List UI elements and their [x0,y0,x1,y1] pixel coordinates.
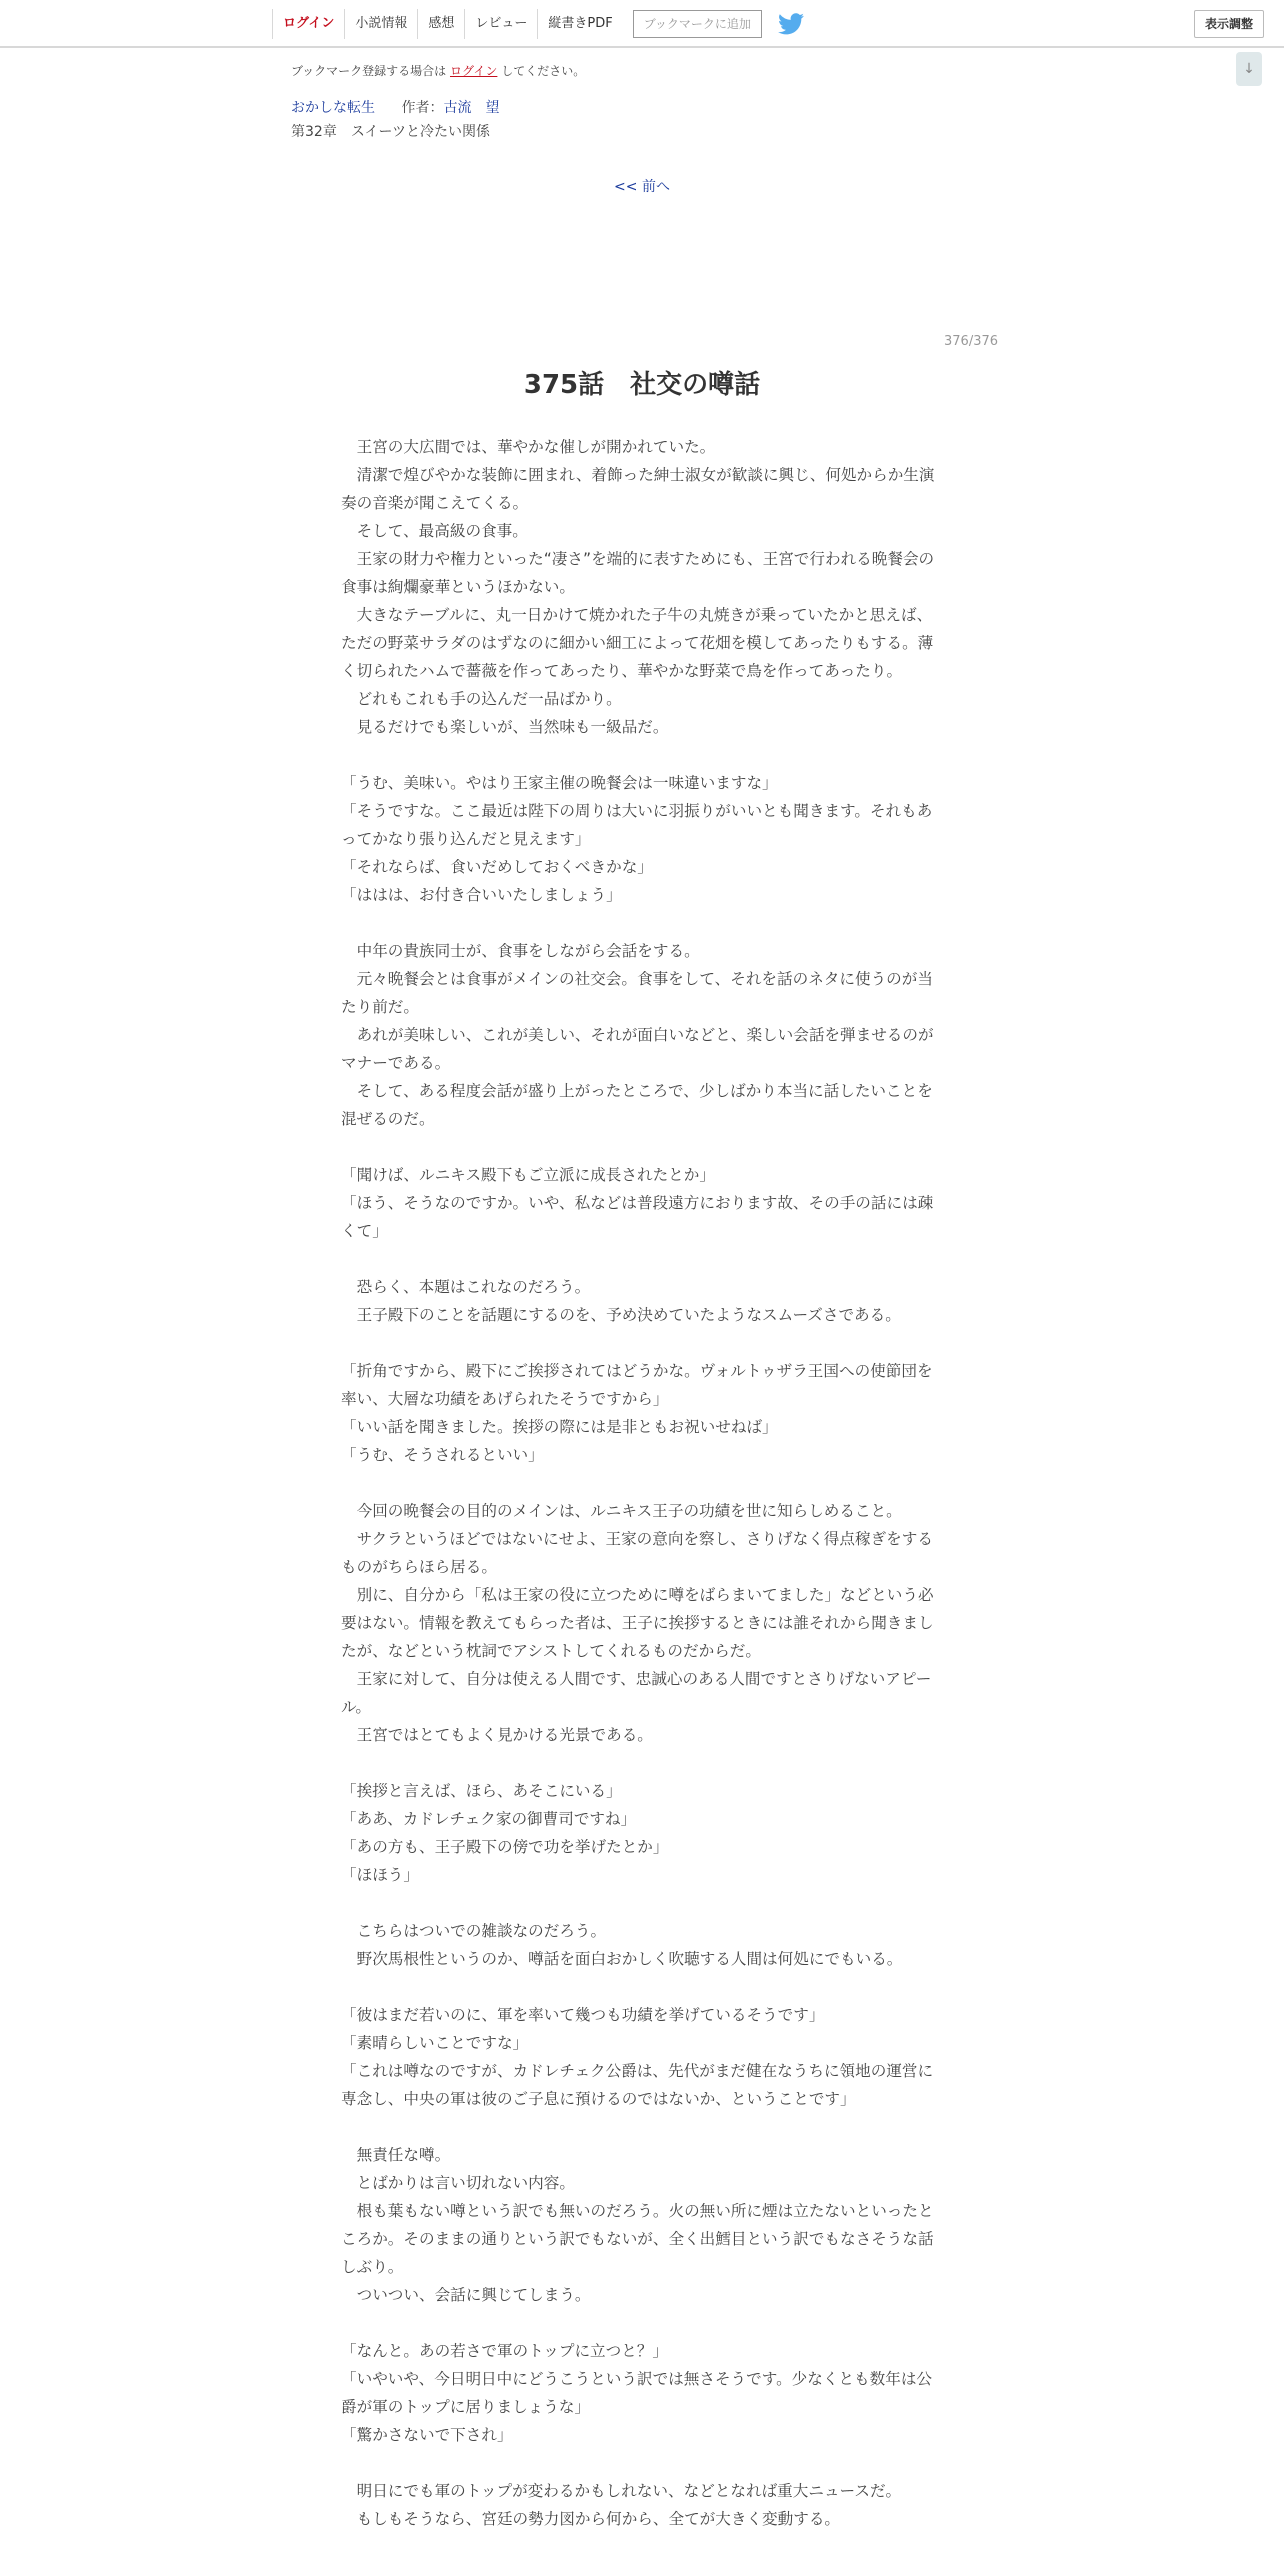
blank-line [341,2113,936,2141]
body-paragraph: 「ほほう」 [341,1866,419,1884]
body-paragraph: 「それならば、食いだめしておくべきかな」 [341,858,653,876]
notice-login-link[interactable]: ログイン [449,64,498,78]
bookmark-notice [291,62,585,79]
blank-line [341,909,936,937]
blank-line [341,1329,936,1357]
body-paragraph: 「そうですな。ここ最近は陛下の周りは大いに羽振りがいいとも聞きます。それもあってかなり張り込んだと見えます」 [341,802,933,848]
add-bookmark-button[interactable]: ブックマークに追加 [633,10,762,38]
body-paragraph: 清潔で煌びやかな装飾に囲まれ、着飾った紳士淑女が歓談に興じ、何処からか生演奏の音楽が聞こえてくる。 [341,466,935,512]
blank-line [341,1889,936,1917]
display-settings-button[interactable]: 表示調整 [1194,10,1264,38]
nav-vertical-pdf[interactable]: 縦書きPDF [537,9,622,39]
nav-impressions[interactable]: 感想 [417,9,464,39]
nav-login[interactable]: ログイン [272,9,344,39]
body-paragraph: 野次馬根性というのか、噂話を面白おかしく吹聴する人間は何処にでもいる。 [341,1950,903,1968]
body-paragraph: 「素晴らしいことですな」 [341,2034,529,2052]
scroll-down-button[interactable] [1236,52,1262,86]
body-paragraph: 「いい話を聞きました。挨拶の際には是非ともお祝いせねば」 [341,1418,778,1436]
body-paragraph: 王宮ではとてもよく見かける光景である。 [341,1726,653,1744]
top-header [0,0,1284,48]
top-nav [272,9,804,39]
body-paragraph: 根も葉もない噂という訳でも無いのだろう。火の無い所に煙は立たないといったところか。そのままの通りという訳でもないが、全く出鱈目という訳でもなさそうな話しぶり。 [341,2202,934,2276]
body-paragraph: 大きなテーブルに、丸一日かけて焼かれた子牛の丸焼きが乗っていたかと思えば、ただの野菜サラダのはずなのに細かい細工によって花畑を模してあったりもする。薄く切られたハムで薔薇を作ってあったり、華やかな野菜で鳥を作ってあったり。 [341,606,934,680]
blank-line [341,1973,936,2001]
author-name-link[interactable]: 古流 望 [443,100,500,116]
body-paragraph: どれもこれも手の込んだ一品ばかり。 [341,690,622,708]
body-paragraph: そして、最高級の食事。 [341,522,528,540]
twitter-icon[interactable] [778,13,804,35]
author-label: 作者： [401,100,444,116]
body-paragraph: 無責任な噂。 [341,2146,451,2164]
nav-novel-info[interactable]: 小説情報 [344,9,417,39]
notice-text-before: ブックマーク登録する場合は [291,64,450,78]
body-paragraph: 王家に対して、自分は使える人間です、忠誠心のある人間ですとさりげないアピール。 [341,1670,932,1716]
prev-page-wrapper [0,176,1284,196]
body-paragraph: 「いやいや、今日明日中にどうこうという訳では無さそうです。少なくとも数年は公爵が軍のトップに居りましょうな」 [341,2370,933,2416]
blank-line [341,2309,936,2337]
body-paragraph: 「うむ、美味い。やはり王家主催の晩餐会は一味違いますな」 [341,774,778,792]
body-paragraph: 「これは噂なのですが、カドレチェク公爵は、先代がまだ健在なうちに領地の運営に専念し、中央の軍は彼のご子息に預けるのではないか、ということです」 [341,2062,934,2108]
body-paragraph: 別に、自分から「私は王家の役に立つために噂をばらまいてました」などという必要はない。情報を教えてもらった者は、王子に挨拶するときには誰それから聞きましたが、などという枕詞でアシストしてくれるものだからだ。 [341,1586,934,1660]
arrow-down-icon: ↓ [1243,61,1255,77]
body-paragraph: もしもそうなら、宮廷の勢力図から何から、全てが大きく変動する。 [341,2510,841,2528]
novel-body [341,433,936,2533]
body-paragraph: 「ははは、お付き合いいたしましょう」 [341,886,622,904]
novel-meta [291,97,499,117]
body-paragraph: 元々晩餐会とは食事がメインの社交会。食事をして、それを話のネタに使うのが当たり前だ。 [341,970,933,1016]
body-paragraph: 見るだけでも楽しいが、当然味も一級品だ。 [341,718,669,736]
body-paragraph: 「挨拶と言えば、ほら、あそこにいる」 [341,1782,622,1800]
body-paragraph: 恐らく、本題はこれなのだろう。 [341,1278,591,1296]
prev-page-link[interactable]: << 前へ [614,179,670,195]
body-paragraph: 「聞けば、ルニキス殿下もご立派に成長されたとか」 [341,1166,715,1184]
series-title-link[interactable]: おかしな転生 [291,100,375,116]
body-paragraph: 「折角ですから、殿下にご挨拶されてはどうかな。ヴォルトゥザラ王国への使節団を率い、大層な功績をあげられたそうですから」 [341,1362,933,1408]
body-paragraph: 王家の財力や権力といった“凄さ”を端的に表すためにも、王宮で行われる晩餐会の食事は絢爛豪華というほかない。 [341,550,935,596]
body-paragraph: あれが美味しい、これが美しい、それが面白いなどと、楽しい会話を弾ませるのがマナーである。 [341,1026,934,1072]
blank-line [341,1245,936,1273]
nav-review[interactable]: レビュー [464,9,537,39]
blank-line [341,2449,936,2477]
blank-line [341,741,936,769]
body-paragraph: サクラというほどではないにせよ、王家の意向を察し、さりげなく得点稼ぎをするものがちらほら居る。 [341,1530,933,1576]
body-paragraph: 「ほう、そうなのですか。いや、私などは普段遠方におります故、その手の話には疎くて」 [341,1194,934,1240]
page-count: 376/376 [944,334,999,349]
body-paragraph: 「彼はまだ若いのに、軍を率いて幾つも功績を挙げているそうです」 [341,2006,825,2024]
body-paragraph: 「あの方も、王子殿下の傍で功を挙げたとか」 [341,1838,669,1856]
blank-line [341,1133,936,1161]
body-paragraph: 「ああ、カドレチェク家の御曹司ですね」 [341,1810,637,1828]
body-paragraph: 王子殿下のことを話題にするのを、予め決めていたようなスムーズさである。 [341,1306,901,1324]
body-paragraph: ついつい、会話に興じてしまう。 [341,2286,591,2304]
body-paragraph: とばかりは言い切れない内容。 [341,2174,575,2192]
body-paragraph: こちらはついでの雑談なのだろう。 [341,1922,607,1940]
notice-text-after: してください。 [497,64,586,78]
body-paragraph: そして、ある程度会話が盛り上がったところで、少しばかり本当に話したいことを混ぜるのだ。 [341,1082,933,1128]
body-paragraph: 「驚かさないで下され」 [341,2426,513,2444]
body-paragraph: 明日にでも軍のトップが変わるかもしれない、などとなれば重大ニュースだ。 [341,2482,902,2500]
blank-line [341,1749,936,1777]
blank-line [341,1469,936,1497]
body-paragraph: 「なんと。あの若さで軍のトップに立つと？」 [341,2342,669,2360]
body-paragraph: 今回の晩餐会の目的のメインは、ルニキス王子の功績を世に知らしめること。 [341,1502,902,1520]
body-paragraph: 王宮の大広間では、華やかな催しが開かれていた。 [341,438,716,456]
body-paragraph: 中年の貴族同士が、食事をしながら会話をする。 [341,942,700,960]
chapter-title: 第32章 スイーツと冷たい関係 [291,124,490,140]
body-paragraph: 「うむ、そうされるといい」 [341,1446,544,1464]
episode-title: 375話 社交の噂話 [523,370,761,400]
